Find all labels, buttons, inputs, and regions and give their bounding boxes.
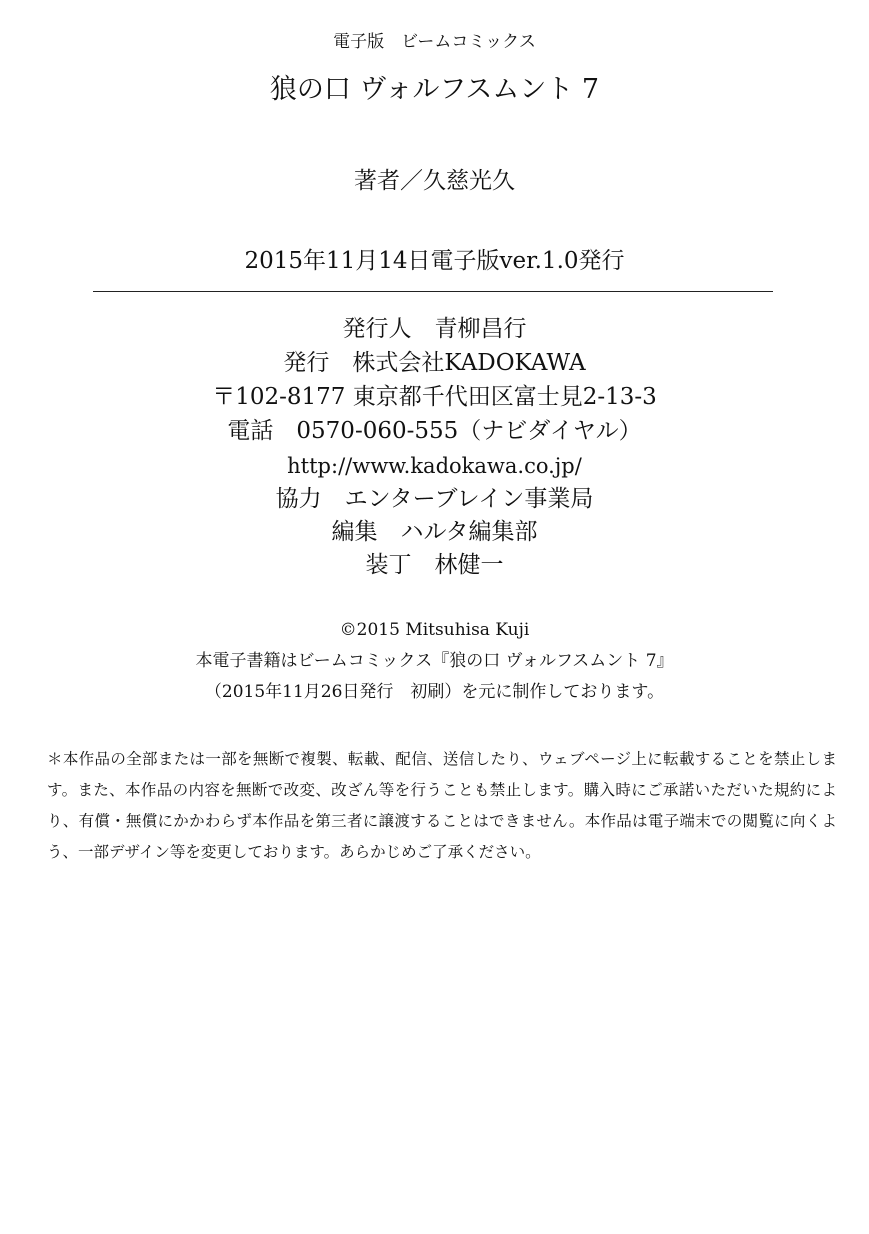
credit-publisher-company: 発行 株式会社KADOKAWA [283,350,586,376]
credit-phone: 電話 0570-060-555（ナビダイヤル） [227,418,642,444]
credit-publisher-person: 発行人 青柳昌行 [342,316,527,342]
source-line-2: （2015年11月26日発行 初刷）を元に制作しております。 [204,682,665,702]
book-title: 狼の口 ヴォルフスムント 7 [269,74,600,105]
credit-url: http://www.kadokawa.co.jp/ [287,454,582,478]
copyright-line: ©2015 Mitsuhisa Kuji [339,620,530,640]
credit-address: 〒102-8177 東京都千代田区富士見2-13-3 [212,384,657,410]
edition-label: 電子版 ビームコミックス [333,32,536,52]
legal-notice: ＊本作品の全部または一部を無断で複製、転載、配信、送信したり、ウェブページ上に転載することを禁止します。また、本作品の内容を無断で改変、改ざん等を行うことも禁止します。購入時にご承諾いただいた規約により、有償・無償にかかわらず本作品を第三者に譲渡することはできません。本作品は電子端末での閲覧に向くよう、一部デザイン等を変更しております。あらかじめご了承ください。 [47,750,837,861]
credit-cooperation: 協力 エンターブレイン事業局 [275,486,594,512]
publish-date-line: 2015年11月14日電子版ver.1.0発行 [244,248,625,274]
source-line-1: 本電子書籍はビームコミックス『狼の口 ヴォルフスムント 7』 [195,651,674,671]
divider-rule [93,291,773,292]
author-line: 著者／久慈光久 [354,168,515,194]
credit-editorial: 編集 ハルタ編集部 [331,519,538,545]
credit-design: 装丁 林健一 [365,552,504,578]
